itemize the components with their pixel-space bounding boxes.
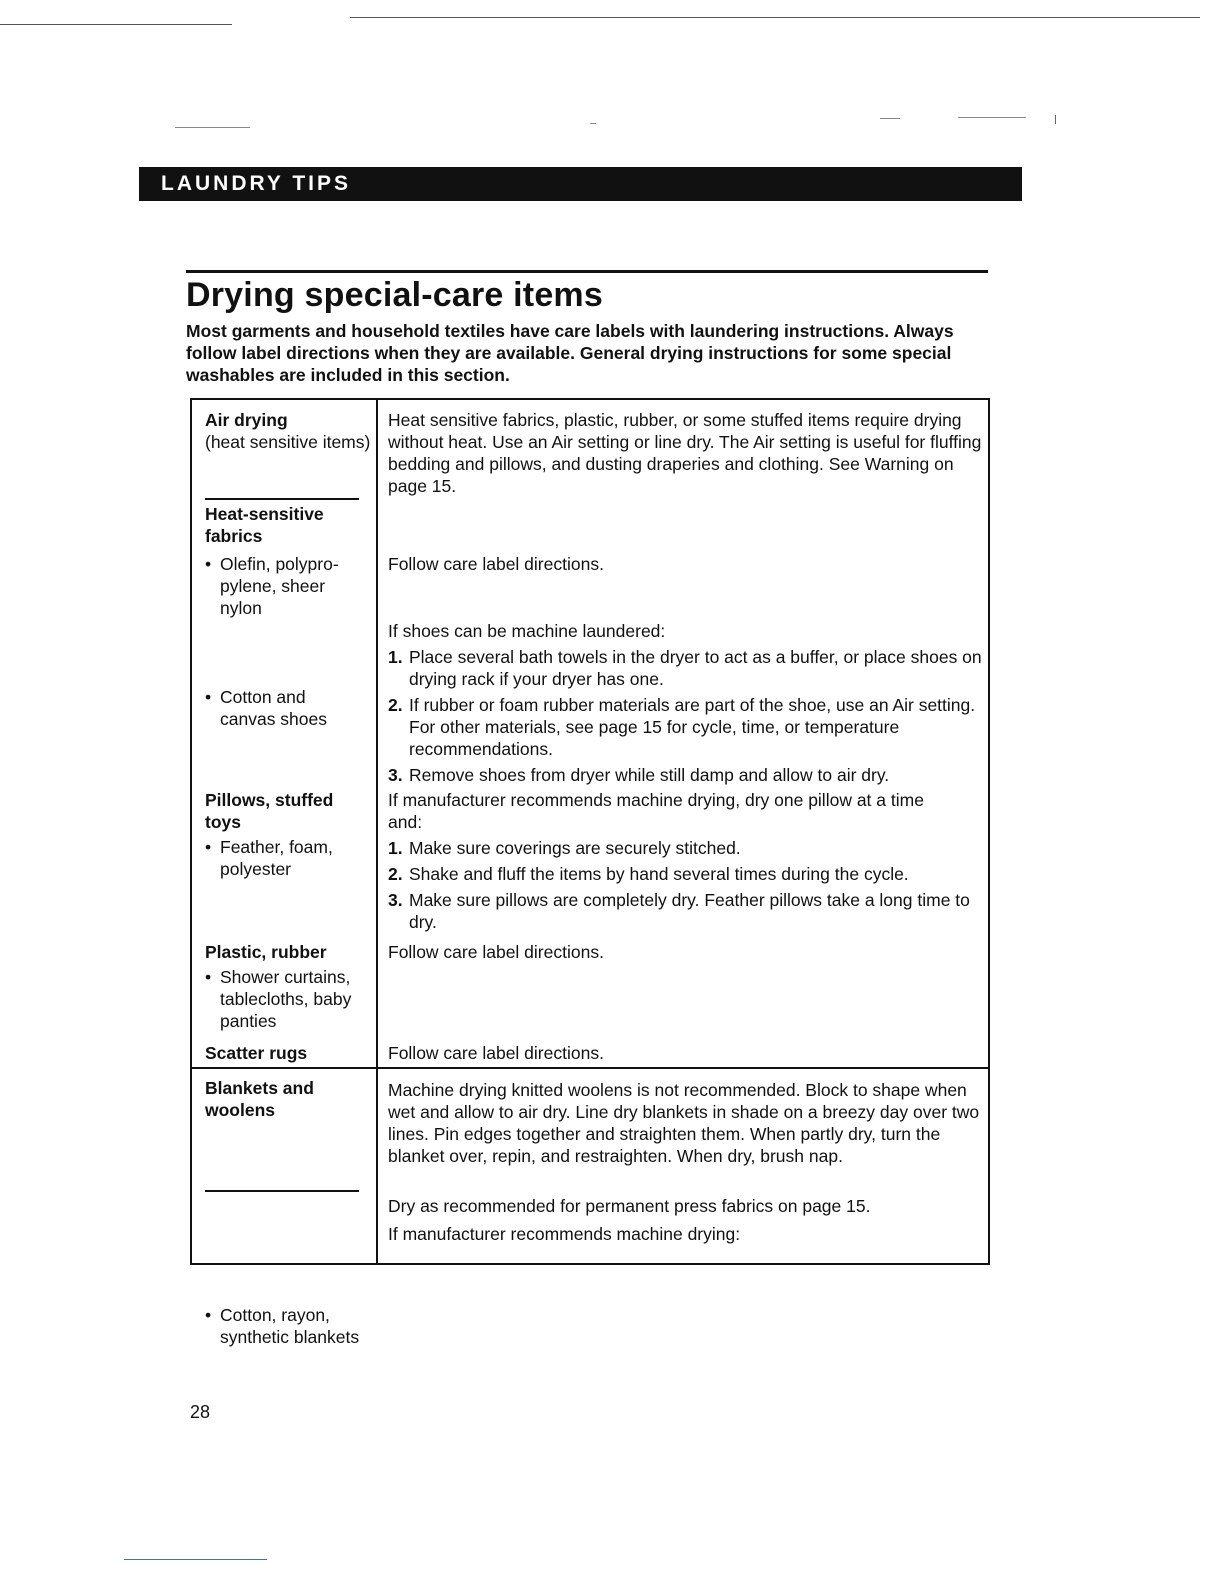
- pillows-step: 1. Make sure coverings are securely stitched.: [388, 838, 741, 858]
- pillows-instructions: [388, 789, 984, 933]
- shoes-step: 1. Place several bath towels in the dryer to act as a buffer, or place shoes on drying rack if your dryer has one.: [388, 647, 982, 689]
- footer-line: [124, 1559, 267, 1560]
- pillows-step: 2. Shake and fluff the items by hand several times during the cycle.: [388, 864, 909, 884]
- sub-divider: [205, 498, 359, 500]
- shoes-step: 2. If rubber or foam rubber materials are part of the shoe, use an Air setting. For other materials, see page 15 for cycle, time, or temperature recommendations.: [388, 695, 976, 759]
- intro-paragraph: Most garments and household textiles have care labels with laundering instructions. Always follow label directions when they are available. General drying instructions for some special washables are included in this section.: [186, 321, 954, 385]
- shoes-bullet: • Cotton and canvas shoes: [205, 686, 360, 730]
- page-title: Drying special-care items: [186, 276, 603, 314]
- air-drying-text: Heat sensitive fabrics, plastic, rubber, or some stuffed items require drying without heat. Use an Air setting or line dry. The Air setting is useful for fluffing bedding and pillows, and dusting draperies and clothing. See Warning on page 15.: [388, 410, 982, 496]
- plastic-bullet: • Shower curtains, tablecloths, baby panties: [205, 966, 375, 1032]
- scan-mark: [880, 118, 900, 119]
- plastic-text: Follow care label directions.: [388, 942, 604, 962]
- title-rule: [186, 270, 988, 273]
- scatter-rugs-text: Follow care label directions.: [388, 1043, 604, 1063]
- shoes-instructions: [388, 620, 984, 786]
- column-divider: [376, 400, 378, 1263]
- scan-mark: [1055, 115, 1056, 124]
- pillows-intro: If manufacturer recommends machine drying, dry one pillow at a time and:: [388, 790, 924, 832]
- shoes-step: 3. Remove shoes from dryer while still damp and allow to air dry.: [388, 765, 890, 785]
- pillows-label: Pillows, stuffed toys • Feather, foam, polyester: [205, 789, 371, 880]
- pillows-bullet: • Feather, foam, polyester: [205, 836, 360, 880]
- olefin-text: Follow care label directions.: [388, 554, 604, 574]
- air-drying-label: [205, 409, 371, 453]
- plastic-label: Plastic, rubber • Shower curtains, tablecloths, baby panties: [205, 941, 371, 1032]
- cotton-blankets-instructions: [388, 1195, 984, 1245]
- scatter-rugs-label: Scatter rugs: [205, 1043, 308, 1063]
- blankets-label: Blankets and woolens: [205, 1078, 314, 1120]
- air-drying-subtitle: (heat sensitive items): [205, 432, 371, 452]
- blankets-text: Machine drying knitted woolens is not recommended. Block to shape when wet and allow to air dry. Line dry blankets in shade on a breezy day over two lines. Pin edges together and straighten them. When partly dry, turn the blanket over, repin, and restraighten. When dry, brush nap.: [388, 1080, 980, 1166]
- shoes-intro: If shoes can be machine laundered:: [388, 621, 666, 641]
- heat-sensitive-heading: Heat-sensitive fabrics: [205, 504, 324, 546]
- pillows-step: 3. Make sure pillows are completely dry. Feather pillows take a long time to dry.: [388, 890, 970, 932]
- row-divider: [192, 1067, 988, 1069]
- scan-line-top-left: [0, 24, 232, 25]
- section-banner: [139, 167, 1022, 201]
- care-table: [190, 398, 990, 1347]
- scan-mark: [175, 127, 250, 128]
- scan-line-top-right: [350, 17, 1200, 18]
- scan-mark: [590, 123, 596, 124]
- cotton-blankets-text-1: Dry as recommended for permanent press fabrics on page 15.: [388, 1196, 871, 1216]
- cotton-blankets-text-2: If manufacturer recommends machine drying:: [388, 1224, 741, 1244]
- olefin-bullet: • Olefin, polypro-pylene, sheer nylon: [205, 553, 370, 619]
- section-banner-label: LAUNDRY TIPS: [161, 172, 352, 195]
- scan-mark: [958, 117, 1026, 118]
- sub-divider: [205, 1190, 359, 1192]
- page-number: 28: [190, 1402, 211, 1422]
- air-drying-heading: Air drying: [205, 410, 288, 430]
- cotton-blankets-bullet: • Cotton, rayon, synthetic blankets: [205, 1304, 365, 1348]
